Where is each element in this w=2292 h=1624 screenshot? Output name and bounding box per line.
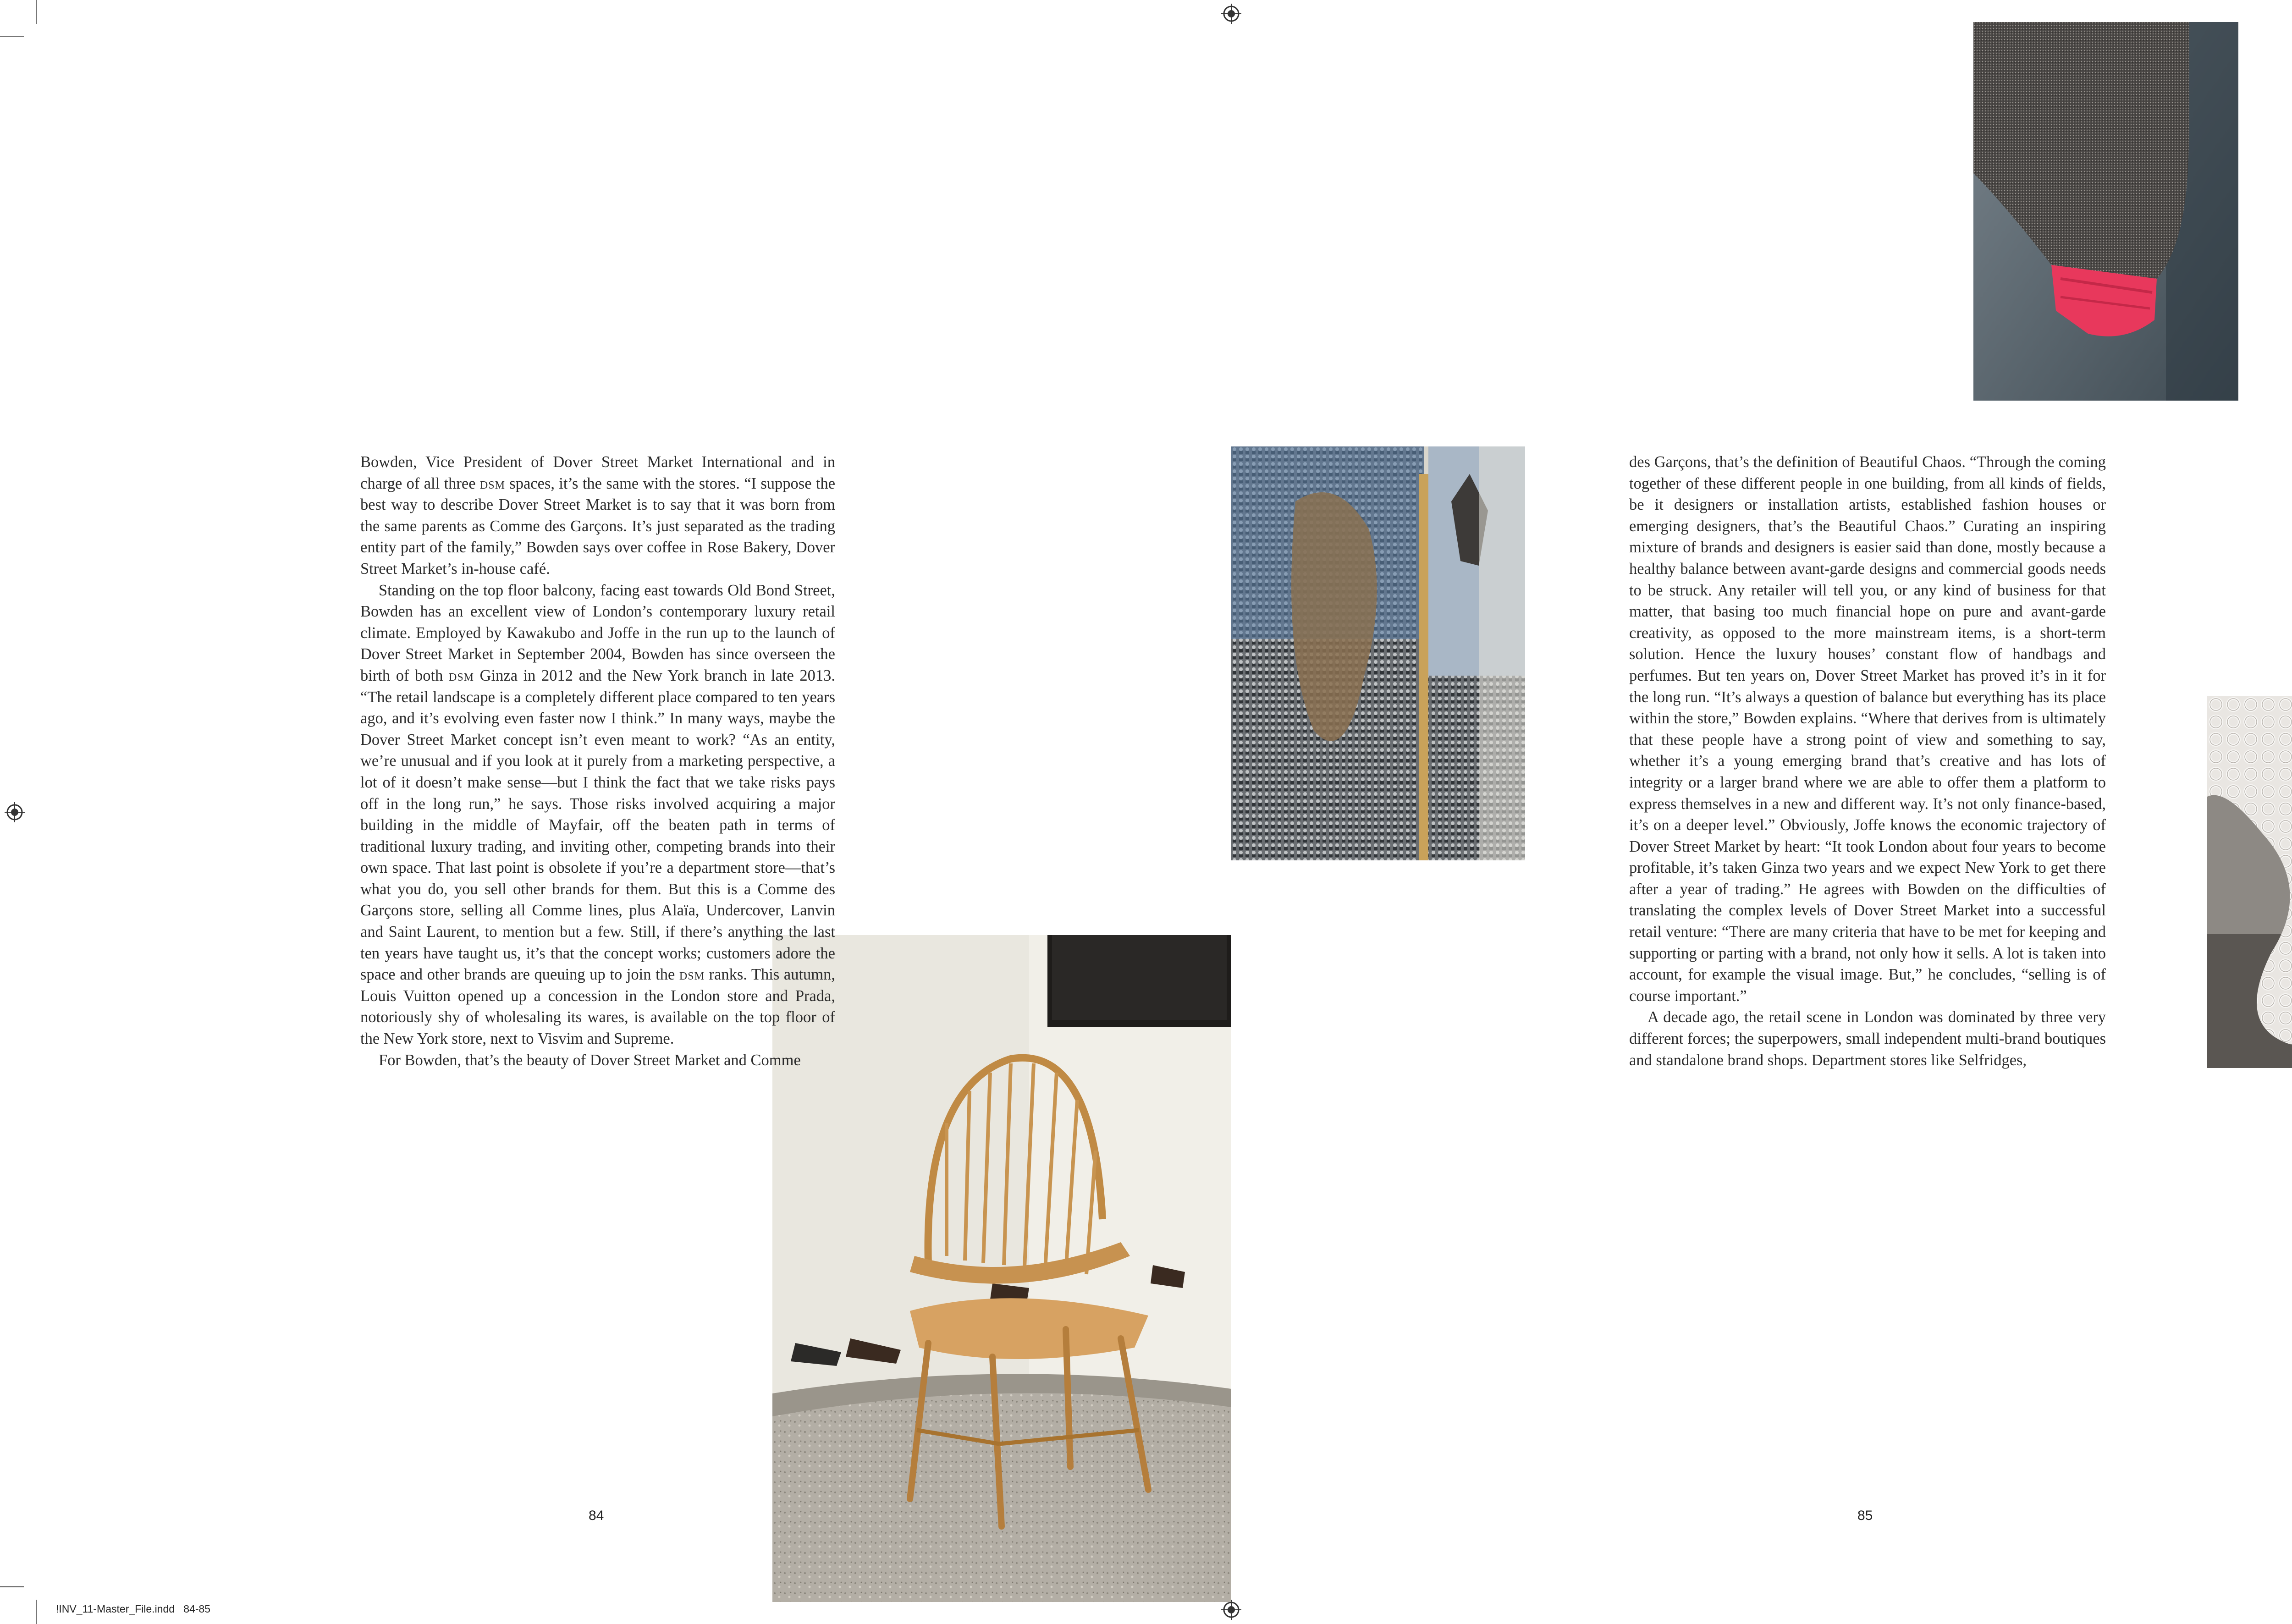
article-column-right [1629, 451, 2106, 1071]
crop-mark [36, 1600, 37, 1624]
article-column-left [360, 451, 835, 1071]
paragraph: Standing on the top floor balcony, facing east towards Old Bond Street, Bowden has an excellent view of London’s contemporary luxury retail climate. Employed by Kawakubo and Joffe in the run up to the launch of Dover Street Market in September 2004, Bowden has since overseen the birth of both dsm Ginza in 2012 and the New York branch in late 2013. “The retail landscape is a completely different place compared to ten years ago, and it’s evolving even faster now I think.” In many ways, maybe the Dover Street Market concept isn’t even meant to work? “As an entity, we’re unusual and if you look at it purely from a marketing perspective, a lot of it doesn’t make sense—but I think the fact that we take risks pays off in the long run,” he says. Those risks involved acquiring a major building in the middle of Mayfair, off the beaten path in terms of traditional luxury trading, and inviting other, competing brands into their own space. That last point is obsolete if you’re a department store—that’s what you do, you sell other brands for them. But this is a Comme des Garçons store, selling all Comme lines, plus Alaïa, Undercover, Lanvin and Saint Laurent, to mention but a few. Still, if there’s anything the last ten years have taught us, it’s that the concept works; customers adore the space and other brands are queuing up to join the dsm ranks. This autumn, Louis Vuitton opened up a concession in the London store and Prada, notoriously shy of wholesaling its wares, is available on the top floor of the New York store, next to Visvim and Supreme. [360, 581, 836, 1048]
crop-mark [0, 36, 24, 37]
wooden-chair-photo [772, 935, 1231, 1602]
registration-mark-icon [1221, 4, 1241, 24]
sleeve-photo [1973, 22, 2238, 401]
page-number-left: 84 [589, 1508, 604, 1523]
crop-mark [36, 0, 37, 24]
collage-cabinet-photo [1231, 446, 1525, 860]
lace-sculpture-photo [2207, 696, 2292, 1068]
registration-mark-icon [5, 802, 25, 822]
paragraph: For Bowden, that’s the beauty of Dover Street Market and Comme [379, 1051, 801, 1069]
slug-filename: !INV_11-Master_File.indd 84-85 [56, 1603, 211, 1615]
paragraph: A decade ago, the retail scene in London was dominated by three very different forces; the superpowers, small independent multi-brand boutiques and standalone brand shops. Department stores like Selfridges, [1629, 1008, 2106, 1069]
registration-mark-icon [1221, 1600, 1241, 1620]
crop-mark [0, 1586, 24, 1587]
page-number-right: 85 [1857, 1508, 1873, 1523]
paragraph: des Garçons, that’s the definition of Beautiful Chaos. “Through the coming together of these different people in one building, from all kinds of fields, be it designers or installation artists, established fashion houses or emerging designers, that’s the Beautiful Chaos.” Curating an inspiring mixture of brands and designers is easier said than done, mostly because a healthy balance between avant-garde designs and commercial goods needs to be struck. Any retailer will tell you, or any kind of business for that matter, that basing too much financial hope on pure and avant-garde creativity, as opposed to the more mainstream items, is a short-term solution. Hence the luxury houses’ constant flow of handbags and perfumes. But ten years on, Dover Street Market has proved it’s in it for the long run. “It’s always a question of balance but everything has its place within the store,” Bowden explains. “Where that derives from is ultimately that these people have a strong point of view and something to say, whether it’s a young emerging brand that’s creative and has lots of integrity or a larger brand where we are able to offer them a platform to express themselves in a new and different way. It’s not only finance-based, it’s on a deeper level.” Obviously, Joffe knows the economic trajectory of Dover Street Market by heart: “It took London about four years to become profitable, it’s taken Ginza two years and we expect New York to get there after a year of trading.” He agrees with Bowden on the difficulties of translating the complex levels of Dover Street Market into a successful retail venture: “There are many criteria that have to be met for keeping and supporting or parting with a brand, not only how it sells. A lot is taken into account, for example the visual image. But,” he concludes, “selling is of course important.” [1629, 453, 2106, 1005]
paragraph: Bowden, Vice President of Dover Street Market International and in charge of all three dsm spaces, it’s the same with the stores. “I suppose the best way to describe Dover Street Market is to say that it was born from the same parents as Comme des Garçons. It’s just separated as the trading entity part of the family,” Bowden says over coffee in Rose Bakery, Dover Street Market’s in-house café. [360, 453, 836, 578]
